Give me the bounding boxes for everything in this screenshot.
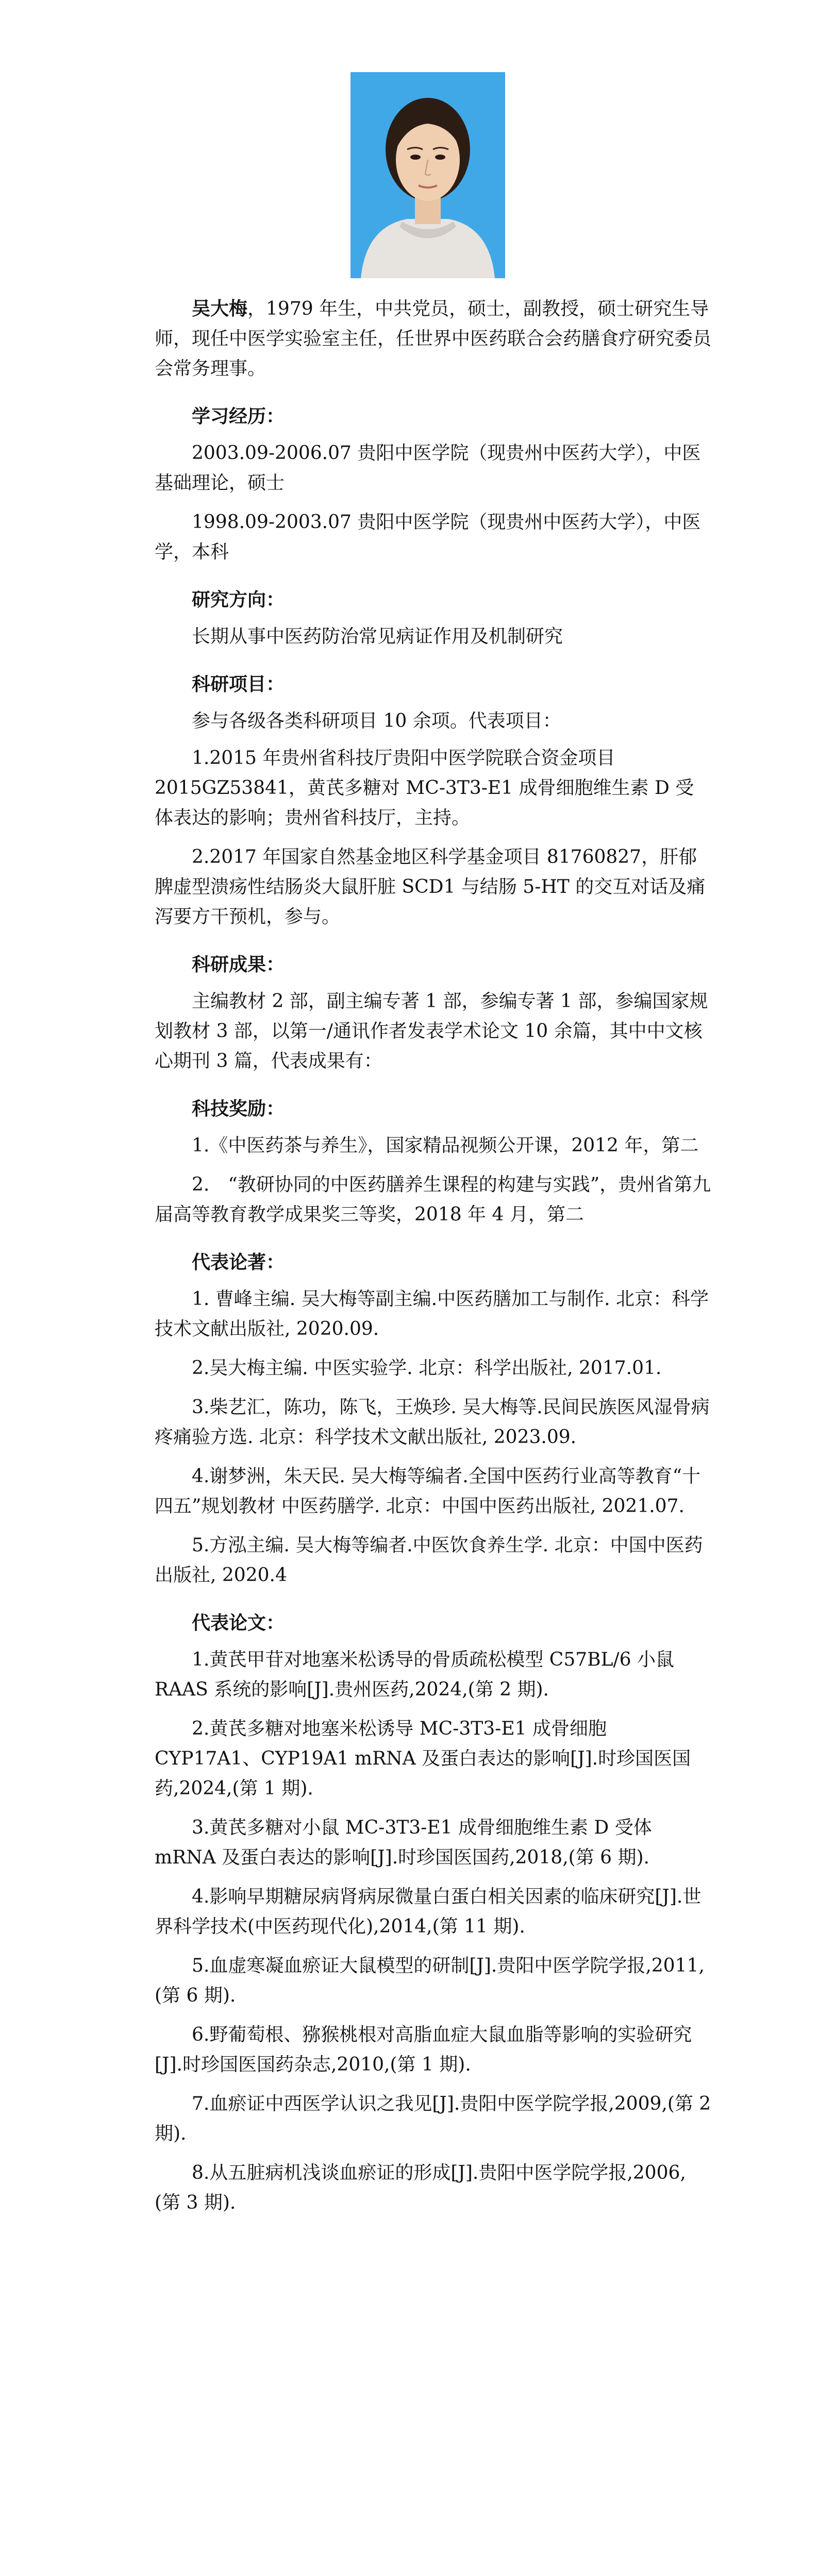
profile-photo — [350, 72, 505, 278]
education-item: 2003.09-2006.07 贵阳中医学院（现贵州中医药大学），中医基础理论，硕士 — [155, 443, 701, 494]
achievements-heading: 科研成果： — [192, 954, 285, 975]
profile-content — [0, 294, 818, 2227]
papers-heading: 代表论文： — [192, 1612, 285, 1634]
award-item: 1.《中医药茶与养生》，国家精品视频公开课，2012 年，第二 — [192, 1135, 699, 1156]
paper-item: 8.从五脏病机浅谈血瘀证的形成[J].贵阳中医学院学报,2006,(第 3 期). — [155, 2162, 686, 2213]
paper-item: 1.黄芪甲苷对地塞米松诱导的骨质疏松模型 C57BL/6 小鼠 RAAS 系统的影响[J].贵州医药,2024,(第 2 期). — [155, 1649, 674, 1700]
book-item: 4.谢梦洲，朱天民. 吴大梅等编者.全国中医药行业高等教育“十四五”规划教材 中医药膳学. 北京：中国中医药出版社, 2021.07. — [155, 1466, 701, 1517]
project-item: 1.2015 年贵州省科技厅贵阳中医学院联合资金项目 2015GZ53841，黄芪多糖对 MC-3T3-E1 成骨细胞维生素 D 受体表达的影响；贵州省科技厅，主持。 — [155, 748, 694, 828]
paper-item: 2.黄芪多糖对地塞米松诱导 MC-3T3-E1 成骨细胞 CYP17A1、CYP19A1 mRNA 及蛋白表达的影响[J].时珍国医国药,2024,(第 1 期). — [155, 1718, 691, 1799]
paper-item: 3.黄芪多糖对小鼠 MC-3T3-E1 成骨细胞维生素 D 受体 mRNA 及蛋白表达的影响[J].时珍国医国药,2018,(第 6 期). — [155, 1817, 652, 1868]
education-item: 1998.09-2003.07 贵阳中医学院（现贵州中医药大学），中医学，本科 — [155, 512, 701, 563]
book-item: 2.吴大梅主编. 中医实验学. 北京：科学出版社, 2017.01. — [192, 1358, 662, 1379]
achievements-text: 主编教材 2 部，副主编专著 1 部，参编专著 1 部，参编国家规划教材 3 部，以第一/通讯作者发表学术论文 10 余篇，其中中文核心期刊 3 篇，代表成果有： — [155, 991, 708, 1072]
paper-item: 7.血瘀证中西医学认识之我见[J].贵阳中医学院学报,2009,(第 2 期). — [155, 2093, 711, 2144]
intro-paragraph — [155, 294, 711, 384]
awards-heading: 科技奖励： — [192, 1098, 285, 1120]
paper-item: 5.血虚寒凝血瘀证大鼠模型的研制[J].贵阳中医学院学报,2011,(第 6 期). — [155, 1955, 705, 2006]
paper-item: 6.野葡萄根、猕猴桃根对高脂血症大鼠血脂等影响的实验研究[J].时珍国医国药杂志,2010,(第 1 期). — [155, 2024, 692, 2075]
intro-text: ，1979 年生，中共党员，硕士，副教授，硕士研究生导师，现任中医学实验室主任，任世界中医药联合会药膳食疗研究委员会常务理事。 — [155, 298, 712, 379]
project-item: 2.2017 年国家自然基金地区科学基金项目 81760827，肝郁脾虚型溃疡性结肠炎大鼠肝脏 SCD1 与结肠 5-HT 的交互对话及痛泻要方干预机，参与。 — [155, 846, 706, 927]
book-item: 3.柴艺汇，陈功，陈飞，王焕珍. 吴大梅等.民间民族医风湿骨病疼痛验方选. 北京：科学技术文献出版社, 2023.09. — [155, 1397, 710, 1448]
books-heading: 代表论著： — [192, 1251, 285, 1273]
projects-heading: 科研项目： — [192, 673, 285, 695]
book-item: 5.方泓主编. 吴大梅等编者.中医饮食养生学. 北京：中国中医药出版社, 2020.4 — [155, 1535, 703, 1586]
education-heading: 学习经历： — [192, 405, 285, 427]
paper-item: 4.影响早期糖尿病肾病尿微量白蛋白相关因素的临床研究[J].世界科学技术(中医药现代化),2014,(第 11 期). — [155, 1886, 702, 1937]
award-item: 2. “教研协同的中医药膳养生课程的构建与实践”，贵州省第九届高等教育教学成果奖三等奖，2018 年 4 月，第二 — [155, 1174, 711, 1225]
book-item: 1. 曹峰主编. 吴大梅等副主编.中医药膳加工与制作. 北京：科学技术文献出版社, 2020.09. — [155, 1289, 709, 1340]
person-name: 吴大梅 — [192, 298, 248, 319]
portrait-image — [350, 72, 505, 278]
research-direction-heading: 研究方向： — [192, 589, 285, 611]
projects-intro: 参与各级各类科研项目 10 余项。代表项目： — [192, 710, 561, 732]
research-direction-text: 长期从事中医药防治常见病证作用及机制研究 — [192, 626, 563, 647]
